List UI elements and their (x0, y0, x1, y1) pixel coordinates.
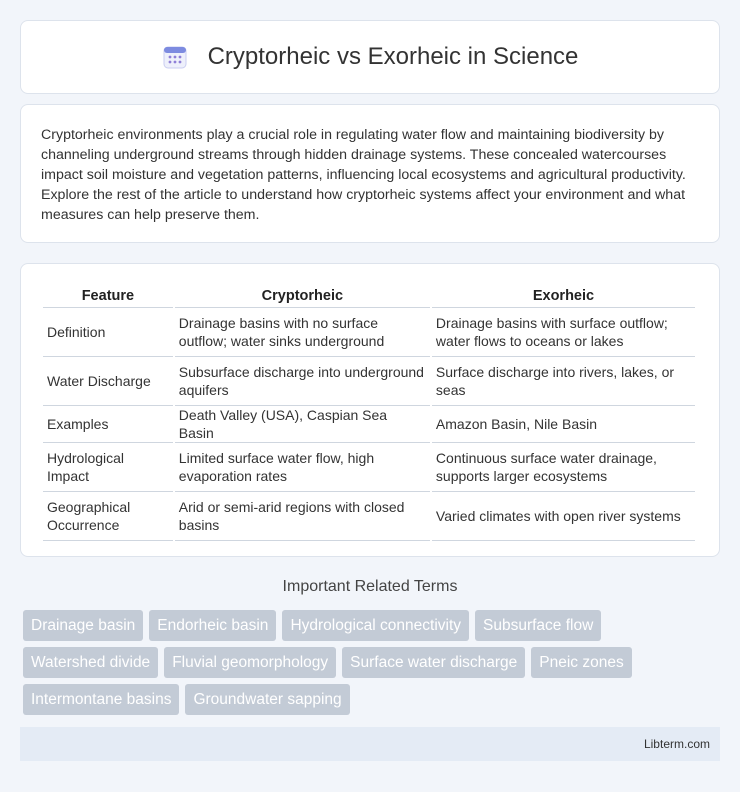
row-cryptorheic: Limited surface water flow, high evaporation rates (175, 443, 430, 492)
row-exorheic: Varied climates with open river systems (432, 492, 695, 541)
row-feature: Examples (43, 406, 173, 443)
page-title: Cryptorheic vs Exorheic in Science (207, 43, 579, 70)
related-terms-heading: Important Related Terms (282, 578, 458, 595)
row-feature: Definition (43, 308, 173, 357)
tag-row (23, 610, 723, 641)
table-row (43, 357, 695, 406)
header-feature: Feature (43, 286, 173, 308)
table-row (43, 443, 695, 492)
title-card (20, 20, 720, 94)
tag-watershed-divide[interactable]: Watershed divide (23, 647, 158, 678)
intro-paragraph: Cryptorheic environments play a crucial role in regulating water flow and maintaining biodiversity by channeling underground streams through hidden drainage systems. These concealed watercourses impact soil moisture and vegetation patterns, influencing local ecosystems and agricultural productivity. Explore the rest of the article to understand how cryptorheic systems affect your environment and what measures can help preserve them. (41, 127, 686, 223)
tag-drainage-basin[interactable]: Drainage basin (23, 610, 143, 641)
tag-groundwater-sapping[interactable]: Groundwater sapping (185, 684, 349, 715)
row-exorheic: Amazon Basin, Nile Basin (432, 406, 695, 443)
related-terms-list (23, 610, 723, 721)
intro-card (20, 104, 720, 243)
table-row (43, 406, 695, 443)
header-cryptorheic: Cryptorheic (175, 286, 430, 308)
row-exorheic: Surface discharge into rivers, lakes, or seas (432, 357, 695, 406)
row-cryptorheic: Arid or semi-arid regions with closed basins (175, 492, 430, 541)
row-cryptorheic: Death Valley (USA), Caspian Sea Basin (175, 406, 430, 443)
row-exorheic: Continuous surface water drainage, supports larger ecosystems (432, 443, 695, 492)
comparison-table (41, 286, 697, 541)
tag-fluvial-geomorphology[interactable]: Fluvial geomorphology (164, 647, 336, 678)
row-exorheic: Drainage basins with surface outflow; water flows to oceans or lakes (432, 308, 695, 357)
row-feature: Geographical Occurrence (43, 492, 173, 541)
tag-surface-water-discharge[interactable]: Surface water discharge (342, 647, 525, 678)
row-cryptorheic: Subsurface discharge into underground aquifers (175, 357, 430, 406)
tag-subsurface-flow[interactable]: Subsurface flow (475, 610, 601, 641)
table-row (43, 308, 695, 357)
footer-site-link[interactable]: Libterm.com (643, 737, 710, 751)
footer (20, 727, 720, 761)
tag-row (23, 684, 723, 715)
tag-intermontane-basins[interactable]: Intermontane basins (23, 684, 179, 715)
row-feature: Water Discharge (43, 357, 173, 406)
row-cryptorheic: Drainage basins with no surface outflow; water sinks underground (175, 308, 430, 357)
row-feature: Hydrological Impact (43, 443, 173, 492)
table-row (43, 492, 695, 541)
header-exorheic: Exorheic (432, 286, 695, 308)
tag-hydrological-connectivity[interactable]: Hydrological connectivity (282, 610, 469, 641)
comparison-card (20, 263, 720, 557)
calendar-icon (162, 44, 188, 70)
tag-endorheic-basin[interactable]: Endorheic basin (149, 610, 276, 641)
tag-pneic-zones[interactable]: Pneic zones (531, 647, 631, 678)
tag-row (23, 647, 723, 678)
